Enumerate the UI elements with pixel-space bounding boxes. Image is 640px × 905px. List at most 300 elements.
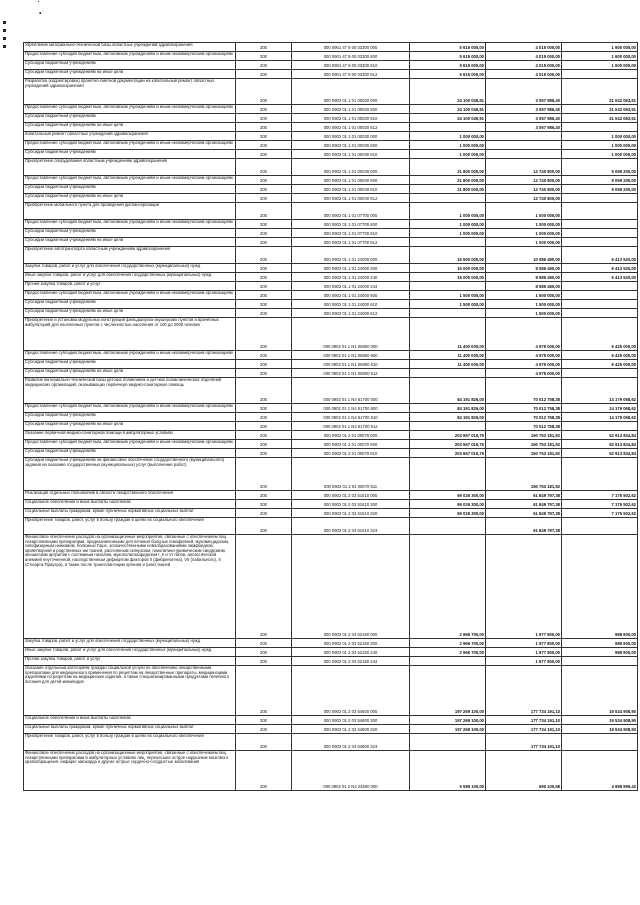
- row-unexecuted: 988 900,00: [562, 535, 638, 639]
- row-unexecuted: 1 600 000,00: [562, 61, 638, 70]
- row-name: Приобретение и установка модульных конструкций фельдшерско-акушерских пунктов и врачебных амбулаторий для населенных пунктов с численностью населения от 100 до 2000 человек: [24, 318, 236, 351]
- table-row: [24, 43, 638, 52]
- table-row: [24, 185, 638, 194]
- row-executed: 150 753 181,92: [486, 449, 562, 458]
- row-kbk: 000 0902 01 1 N1 06800 610: [292, 360, 410, 369]
- row-kbk: 000 0902 01 1 01 07700 600: [292, 220, 410, 229]
- row-approved: 84 191 826,00: [410, 413, 486, 422]
- row-approved: 1 500 000,00: [410, 291, 486, 300]
- row-approved: [410, 282, 486, 291]
- row-executed: 61 849 797,38: [486, 509, 562, 518]
- row-approved: 21 800 000,00: [410, 176, 486, 185]
- row-executed: 1 500 000,00: [486, 300, 562, 309]
- row-code: 200: [236, 185, 292, 194]
- row-code: 200: [236, 194, 292, 203]
- row-executed: 150 753 181,92: [486, 431, 562, 440]
- row-code: 200: [236, 203, 292, 220]
- row-kbk: 000 0902 01 1 01 24000 610: [292, 300, 410, 309]
- row-name: Укрепление материально-технической базы областных учреждений здравоохранения: [24, 43, 236, 52]
- table-row: [24, 159, 638, 176]
- row-code: 200: [236, 491, 292, 500]
- row-executed: 8 586 480,00: [486, 264, 562, 273]
- table-row: [24, 639, 638, 648]
- row-name: Разработка (корректировка) проектно-сметной документации на капитальный ремонт областных учреждений здравоохранения: [24, 79, 236, 105]
- row-code: 200: [236, 458, 292, 491]
- table-row: [24, 535, 638, 639]
- row-executed: 61 849 797,38: [486, 491, 562, 500]
- row-unexecuted: 4 998 999,42: [562, 751, 638, 791]
- row-code: 200: [236, 61, 292, 70]
- row-code: 200: [236, 132, 292, 141]
- budget-execution-table: [23, 42, 638, 791]
- row-approved: 11 400 000,00: [410, 360, 486, 369]
- row-unexecuted: 19 534 908,90: [562, 716, 638, 725]
- row-code: 200: [236, 123, 292, 132]
- row-executed: 70 012 758,38: [486, 404, 562, 413]
- row-approved: 15 000 000,00: [410, 264, 486, 273]
- row-name: Субсидии бюджетным учреждениям на финансовое обеспечение государственного (муниципального) задания на оказание государственных (муниципальных) услуг (выполнение работ): [24, 458, 236, 491]
- row-name: Предоставление субсидий бюджетным, автономным учреждениям и иным некоммерческим организациям: [24, 440, 236, 449]
- row-unexecuted: [562, 518, 638, 535]
- row-unexecuted: 21 042 063,51: [562, 114, 638, 123]
- row-code: 200: [236, 509, 292, 518]
- row-code: 200: [236, 176, 292, 185]
- row-name: Субсидии бюджетным учреждениям: [24, 114, 236, 123]
- row-code: 200: [236, 79, 292, 105]
- row-unexecuted: 7 176 502,62: [562, 500, 638, 509]
- budget-report-page: [23, 42, 637, 791]
- row-approved: 203 667 016,76: [410, 440, 486, 449]
- row-approved: 197 269 100,00: [410, 716, 486, 725]
- row-approved: 1 500 000,00: [410, 300, 486, 309]
- table-row: [24, 203, 638, 220]
- row-unexecuted: 6 413 520,00: [562, 247, 638, 264]
- row-name: Субсидии бюджетным учреждениям: [24, 300, 236, 309]
- row-kbk: 000 0902 01 2 03 52160 244: [292, 657, 410, 666]
- row-name: Субсидии бюджетным учреждениям: [24, 413, 236, 422]
- row-unexecuted: 7 176 502,62: [562, 491, 638, 500]
- row-name: Предоставление субсидий бюджетным, автономным учреждениям и иным некоммерческим организациям: [24, 404, 236, 413]
- row-executed: 3 057 986,40: [486, 123, 562, 132]
- row-code: 200: [236, 360, 292, 369]
- table-row: [24, 657, 638, 666]
- row-unexecuted: 14 179 068,62: [562, 413, 638, 422]
- row-unexecuted: [562, 220, 638, 229]
- row-name: Прочая закупка товаров, работ и услуг: [24, 282, 236, 291]
- row-kbk: 000 0902 01 1 01 24000 200: [292, 264, 410, 273]
- row-unexecuted: [562, 123, 638, 132]
- table-row: [24, 123, 638, 132]
- row-name: Капитальный ремонт областных учреждений здравоохранения: [24, 132, 236, 141]
- row-name: Финансовое обеспечение расходов на организационные мероприятия, связанные с обеспечением лиц лекарственными препаратами в амбулаторных условиях лиц, перенесших острое нарушение мозгового кровообращения, инфаркт миокарда и другие острые сердечно-сосудистые заболевания: [24, 751, 236, 791]
- row-kbk: 000 0901 47 9 00 03300 000: [292, 43, 410, 52]
- row-code: 200: [236, 247, 292, 264]
- row-name: Приобретение товаров, работ, услуг в пользу граждан в целях их социального обеспечения: [24, 518, 236, 535]
- row-approved: 24 100 049,91: [410, 79, 486, 105]
- row-code: 200: [236, 639, 292, 648]
- row-approved: 1 000 000,00: [410, 141, 486, 150]
- row-executed: 4 015 000,00: [486, 43, 562, 52]
- row-unexecuted: 9 059 200,00: [562, 176, 638, 185]
- row-unexecuted: 9 059 200,00: [562, 159, 638, 176]
- row-executed: 10 086 480,00: [486, 247, 562, 264]
- table-row: [24, 247, 638, 264]
- row-name: Предоставление субсидий бюджетным, автономным учреждениям и иным некоммерческим организациям: [24, 176, 236, 185]
- table-row: [24, 648, 638, 657]
- row-executed: 3 057 986,40: [486, 114, 562, 123]
- row-code: 200: [236, 648, 292, 657]
- row-approved: [410, 657, 486, 666]
- row-name: Субсидии бюджетным учреждениям на иные цели: [24, 194, 236, 203]
- row-unexecuted: 6 425 000,00: [562, 318, 638, 351]
- row-unexecuted: [562, 203, 638, 220]
- table-row: [24, 70, 638, 79]
- row-code: 200: [236, 404, 292, 413]
- row-unexecuted: 6 413 520,00: [562, 264, 638, 273]
- row-name: Оказание первичной медико-санитарной помощи в амбулаторных условиях: [24, 431, 236, 440]
- row-executed: 12 740 800,00: [486, 159, 562, 176]
- row-approved: 11 400 000,00: [410, 318, 486, 351]
- row-unexecuted: [562, 309, 638, 318]
- row-kbk: 000 0902 01 1 01 00020 600: [292, 105, 410, 114]
- row-approved: 203 667 016,76: [410, 431, 486, 440]
- row-name: Социальное обеспечение и иные выплаты населению: [24, 500, 236, 509]
- row-approved: 5 615 000,00: [410, 52, 486, 61]
- row-approved: 1 000 000,00: [410, 203, 486, 220]
- row-unexecuted: 6 413 520,00: [562, 273, 638, 282]
- row-executed: 4 975 000,00: [486, 369, 562, 378]
- row-approved: 21 800 000,00: [410, 159, 486, 176]
- table-row: [24, 79, 638, 105]
- table-row: [24, 666, 638, 716]
- row-approved: [410, 194, 486, 203]
- row-executed: 150 753 181,92: [486, 440, 562, 449]
- row-kbk: 000 0902 01 2 03 51610 300: [292, 500, 410, 509]
- row-unexecuted: [562, 458, 638, 491]
- row-executed: 61 849 797,38: [486, 500, 562, 509]
- table-row: [24, 518, 638, 535]
- row-executed: 1 000 000,00: [486, 238, 562, 247]
- row-name: Оказание отдельным категориям граждан социальной услуги по обеспечению лекарственными препаратами для медицинского применения по рецептам на лекарственные препараты, медицинскими изделиями по рецептам на медицинские изделия, а также специализированными продуктами лечебного питания для детей-инвалидов: [24, 666, 236, 716]
- row-code: 200: [236, 150, 292, 159]
- table-row: [24, 751, 638, 791]
- table-row: [24, 52, 638, 61]
- row-name: Социальные выплаты гражданам, кроме публичных нормативных социальных выплат: [24, 509, 236, 518]
- row-unexecuted: 6 425 000,00: [562, 351, 638, 360]
- row-name: Субсидии бюджетным учреждениям: [24, 360, 236, 369]
- row-code: 200: [236, 229, 292, 238]
- row-code: 200: [236, 657, 292, 666]
- row-code: 200: [236, 518, 292, 535]
- table-row: [24, 351, 638, 360]
- scan-margin-marks: .: [2, 0, 14, 60]
- row-executed: 177 734 191,10: [486, 666, 562, 716]
- row-code: 200: [236, 141, 292, 150]
- row-unexecuted: 1 000 000,00: [562, 150, 638, 159]
- row-kbk: 000 0902 01 2 03 51610 320: [292, 509, 410, 518]
- row-code: 200: [236, 413, 292, 422]
- row-name: Субсидии бюджетным учреждениям на иные цели: [24, 238, 236, 247]
- row-executed: 1 000 000,00: [486, 203, 562, 220]
- row-code: 200: [236, 273, 292, 282]
- row-name: Предоставление субсидий бюджетным, автономным учреждениям и иным некоммерческим организациям: [24, 220, 236, 229]
- row-approved: 16 500 000,00: [410, 247, 486, 264]
- row-unexecuted: 1 000 000,00: [562, 141, 638, 150]
- row-executed: 1 000 000,00: [486, 229, 562, 238]
- table-row: [24, 141, 638, 150]
- row-code: 200: [236, 725, 292, 734]
- row-approved: [410, 422, 486, 431]
- row-approved: 1 000 000,00: [410, 132, 486, 141]
- table-row: [24, 431, 638, 440]
- row-unexecuted: 52 913 834,84: [562, 449, 638, 458]
- row-name: Субсидии бюджетным учреждениям на иные цели: [24, 422, 236, 431]
- row-code: 200: [236, 114, 292, 123]
- row-kbk: 000 0902 01 1 01 24000 612: [292, 309, 410, 318]
- row-kbk: 000 0902 01 1 01 00040 000: [292, 159, 410, 176]
- row-code: 200: [236, 282, 292, 291]
- row-kbk: 000 0902 01 2 03 54600 323: [292, 734, 410, 751]
- row-code: 200: [236, 159, 292, 176]
- row-approved: 2 966 700,00: [410, 535, 486, 639]
- row-kbk: 000 0902 01 1 01 00040 610: [292, 185, 410, 194]
- row-executed: 3 057 986,40: [486, 79, 562, 105]
- table-row: [24, 194, 638, 203]
- table-row: [24, 440, 638, 449]
- row-name: Приобретение оборудования областным учреждениям здравоохранения: [24, 159, 236, 176]
- row-unexecuted: [562, 70, 638, 79]
- table-row: [24, 282, 638, 291]
- row-code: 200: [236, 309, 292, 318]
- row-unexecuted: 19 534 908,90: [562, 666, 638, 716]
- row-code: 200: [236, 220, 292, 229]
- row-executed: 1 500 000,00: [486, 309, 562, 318]
- row-approved: 2 966 700,00: [410, 639, 486, 648]
- row-code: 200: [236, 300, 292, 309]
- row-name: Предоставление субсидий бюджетным, автономным учреждениям и иным некоммерческим организациям: [24, 351, 236, 360]
- row-name: Приобретение автотранспорта областным учреждениям здравоохранения: [24, 247, 236, 264]
- row-code: 200: [236, 52, 292, 61]
- row-approved: 5 615 000,00: [410, 70, 486, 79]
- row-executed: 1 000 000,00: [486, 220, 562, 229]
- row-approved: 84 191 826,00: [410, 404, 486, 413]
- row-kbk: 000 0902 01 2 01 00070 610: [292, 449, 410, 458]
- row-kbk: 000 0902 01 2 03 54600 320: [292, 725, 410, 734]
- row-code: 200: [236, 238, 292, 247]
- row-executed: 4 015 000,00: [486, 61, 562, 70]
- row-name: Иные закупки товаров, работ и услуг для обеспечения государственных (муниципальных) нужд: [24, 648, 236, 657]
- row-executed: 70 012 758,38: [486, 413, 562, 422]
- table-row: [24, 449, 638, 458]
- row-kbk: 000 0902 01 1 01 24000 244: [292, 282, 410, 291]
- row-kbk: 000 0902 01 1 N1 06800 612: [292, 369, 410, 378]
- table-row: [24, 176, 638, 185]
- row-approved: 2 966 700,00: [410, 648, 486, 657]
- row-kbk: 000 0901 47 9 00 03300 610: [292, 61, 410, 70]
- row-kbk: 000 0902 01 1 01 00030 600: [292, 141, 410, 150]
- row-kbk: 000 0902 01 1 01 07700 612: [292, 238, 410, 247]
- table-row: [24, 509, 638, 518]
- row-name: Иные закупки товаров, работ и услуг для обеспечения государственных (муниципальных) нужд: [24, 273, 236, 282]
- row-executed: [486, 132, 562, 141]
- table-row: [24, 114, 638, 123]
- row-kbk: 000 0902 01 1 N4 51700 612: [292, 422, 410, 431]
- table-row: [24, 734, 638, 751]
- row-kbk: 000 0902 01 1 01 00030 000: [292, 132, 410, 141]
- row-executed: 1 977 800,00: [486, 535, 562, 639]
- row-kbk: 000 0901 47 9 00 03300 600: [292, 52, 410, 61]
- row-approved: 24 100 049,91: [410, 105, 486, 114]
- row-name: Социальные выплаты гражданам, кроме публичных нормативных социальных выплат: [24, 725, 236, 734]
- row-unexecuted: [562, 422, 638, 431]
- row-code: 200: [236, 422, 292, 431]
- row-executed: 12 740 800,00: [486, 176, 562, 185]
- row-kbk: 000 0902 01 2 01 00070 600: [292, 440, 410, 449]
- row-name: Закупка товаров, работ и услуг для обеспечения государственных (муниципальных) нужд: [24, 264, 236, 273]
- row-executed: 8 586 480,00: [486, 273, 562, 282]
- table-row: [24, 229, 638, 238]
- row-kbk: 000 0902 01 2 03 52160 240: [292, 648, 410, 657]
- row-kbk: 000 0902 01 1 01 00040 612: [292, 194, 410, 203]
- table-row: [24, 273, 638, 282]
- row-name: Приобретение мобильного пункта для проведения диспансеризации: [24, 203, 236, 220]
- row-approved: 5 615 000,00: [410, 43, 486, 52]
- row-unexecuted: 7 176 502,62: [562, 509, 638, 518]
- table-body: [24, 43, 638, 791]
- row-approved: [410, 734, 486, 751]
- row-name: Субсидии бюджетным учреждениям: [24, 150, 236, 159]
- row-kbk: 000 0902 01 1 01 24000 000: [292, 247, 410, 264]
- row-code: 200: [236, 318, 292, 351]
- row-approved: 69 026 300,00: [410, 500, 486, 509]
- table-row: [24, 132, 638, 141]
- row-approved: 15 000 000,00: [410, 273, 486, 282]
- row-approved: 84 191 826,00: [410, 378, 486, 404]
- table-row: [24, 238, 638, 247]
- row-name: Субсидии бюджетным учреждениям: [24, 449, 236, 458]
- row-kbk: 000 0902 01 2 03 54600 000: [292, 666, 410, 716]
- row-executed: 1 977 800,00: [486, 657, 562, 666]
- row-code: 200: [236, 440, 292, 449]
- row-name: Социальное обеспечение и иные выплаты населению: [24, 716, 236, 725]
- row-code: 200: [236, 666, 292, 716]
- row-code: 200: [236, 291, 292, 300]
- row-code: 200: [236, 105, 292, 114]
- row-executed: 8 586 480,00: [486, 282, 562, 291]
- row-approved: 1 000 000,00: [410, 220, 486, 229]
- row-executed: 4 015 000,00: [486, 52, 562, 61]
- row-unexecuted: 9 059 200,00: [562, 185, 638, 194]
- row-code: 200: [236, 716, 292, 725]
- row-code: 200: [236, 351, 292, 360]
- row-kbk: 000 0902 01 1 01 07700 610: [292, 229, 410, 238]
- row-kbk: 000 0902 01 1 01 00040 600: [292, 176, 410, 185]
- row-kbk: 000 0902 01 1 01 00020 610: [292, 114, 410, 123]
- row-name: Закупка товаров, работ и услуг для обеспечения государственных (муниципальных) нужд: [24, 639, 236, 648]
- row-unexecuted: 988 900,00: [562, 648, 638, 657]
- row-executed: 1 977 800,00: [486, 639, 562, 648]
- row-unexecuted: [562, 300, 638, 309]
- row-executed: 1 500 000,00: [486, 291, 562, 300]
- row-unexecuted: 14 179 068,62: [562, 378, 638, 404]
- table-row: [24, 150, 638, 159]
- row-kbk: 000 0902 01 1 N4 51700 000: [292, 378, 410, 404]
- row-name: Субсидии бюджетным учреждениям на иные цели: [24, 70, 236, 79]
- row-approved: 5 589 100,00: [410, 751, 486, 791]
- row-approved: [410, 458, 486, 491]
- row-executed: 150 753 181,92: [486, 458, 562, 491]
- row-code: 200: [236, 369, 292, 378]
- row-executed: 177 734 191,10: [486, 716, 562, 725]
- table-row: [24, 264, 638, 273]
- row-approved: 69 026 300,00: [410, 509, 486, 518]
- row-name: Субсидии бюджетным учреждениям на иные цели: [24, 309, 236, 318]
- row-code: 200: [236, 500, 292, 509]
- row-approved: 69 026 300,00: [410, 491, 486, 500]
- row-name: Предоставление субсидий бюджетным, автономным учреждениям и иным некоммерческим организациям: [24, 52, 236, 61]
- table-row: [24, 61, 638, 70]
- row-approved: 21 800 000,00: [410, 185, 486, 194]
- row-approved: 5 615 000,00: [410, 61, 486, 70]
- table-row: [24, 716, 638, 725]
- row-kbk: 000 0902 01 1 N1 06800 000: [292, 318, 410, 351]
- row-kbk: 000 0901 47 9 00 03300 612: [292, 70, 410, 79]
- table-row: [24, 309, 638, 318]
- row-name: Прочая закупка товаров, работ и услуг: [24, 657, 236, 666]
- row-name: Реализация отдельных полномочий в области лекарственного обеспечения: [24, 491, 236, 500]
- row-executed: 177 734 191,10: [486, 725, 562, 734]
- row-name: Приобретение товаров, работ, услуг в пользу граждан в целях их социального обеспечения: [24, 734, 236, 751]
- row-approved: [410, 238, 486, 247]
- row-approved: [410, 369, 486, 378]
- row-executed: 177 734 191,10: [486, 734, 562, 751]
- row-name: Предоставление субсидий бюджетным, автономным учреждениям и иным некоммерческим организациям: [24, 141, 236, 150]
- row-approved: 1 000 000,00: [410, 229, 486, 238]
- row-kbk: 000 0902 01 2 03 51610 323: [292, 518, 410, 535]
- row-code: 200: [236, 378, 292, 404]
- row-name: Предоставление субсидий бюджетным, автономным учреждениям и иным некоммерческим организациям: [24, 105, 236, 114]
- row-name: Финансовое обеспечение расходов на организационные мероприятия, связанные с обеспечением лиц лекарственными препаратами, предназначенными для лечения больных гемофилией, муковисцидозом, гипофизарным нанизмом, болезнью Гоше, злокачественными новообразованиями лимфоидной, кроветворной и родственных им тканей, рассеянным склерозом, гемолитико-уремическим синдромом, юношеским артритом с системным началом, мукополисахаридозом I, II и VI типов, апластической анемией неуточненной, наследственным дефицитом факторов II (фибриногена), VII (лабильного), X (Стюарта-Прауэра), а также после трансплантации органов и (или) тканей: [24, 535, 236, 639]
- table-row: [24, 360, 638, 369]
- row-unexecuted: 1 600 000,00: [562, 52, 638, 61]
- row-unexecuted: 6 425 000,00: [562, 360, 638, 369]
- row-code: 200: [236, 264, 292, 273]
- table-row: [24, 413, 638, 422]
- row-unexecuted: 14 179 068,62: [562, 404, 638, 413]
- table-row: [24, 291, 638, 300]
- row-unexecuted: 21 042 063,51: [562, 79, 638, 105]
- row-kbk: 000 0902 01 2 N2 24500 000: [292, 751, 410, 791]
- row-unexecuted: 19 534 908,90: [562, 725, 638, 734]
- row-unexecuted: [562, 734, 638, 751]
- row-unexecuted: [562, 194, 638, 203]
- row-kbk: 000 0902 01 1 N1 06800 600: [292, 351, 410, 360]
- row-name: Развитие материально-технической базы детских поликлиник и детских поликлинических отделений медицинских организаций, оказывающих первичную медико-санитарную помощь: [24, 378, 236, 404]
- row-approved: 1 000 000,00: [410, 150, 486, 159]
- row-kbk: 000 0902 01 2 01 00070 611: [292, 458, 410, 491]
- row-kbk: 000 0902 01 1 01 24000 240: [292, 273, 410, 282]
- row-approved: 24 100 049,91: [410, 114, 486, 123]
- table-row: [24, 300, 638, 309]
- row-executed: 70 012 758,38: [486, 378, 562, 404]
- row-unexecuted: 21 042 063,51: [562, 105, 638, 114]
- row-unexecuted: 52 913 834,84: [562, 440, 638, 449]
- row-kbk: 000 0902 01 1 01 00020 612: [292, 123, 410, 132]
- table-row: [24, 500, 638, 509]
- row-executed: 4 975 000,00: [486, 351, 562, 360]
- row-name: Субсидии бюджетным учреждениям: [24, 61, 236, 70]
- row-approved: 197 269 100,00: [410, 725, 486, 734]
